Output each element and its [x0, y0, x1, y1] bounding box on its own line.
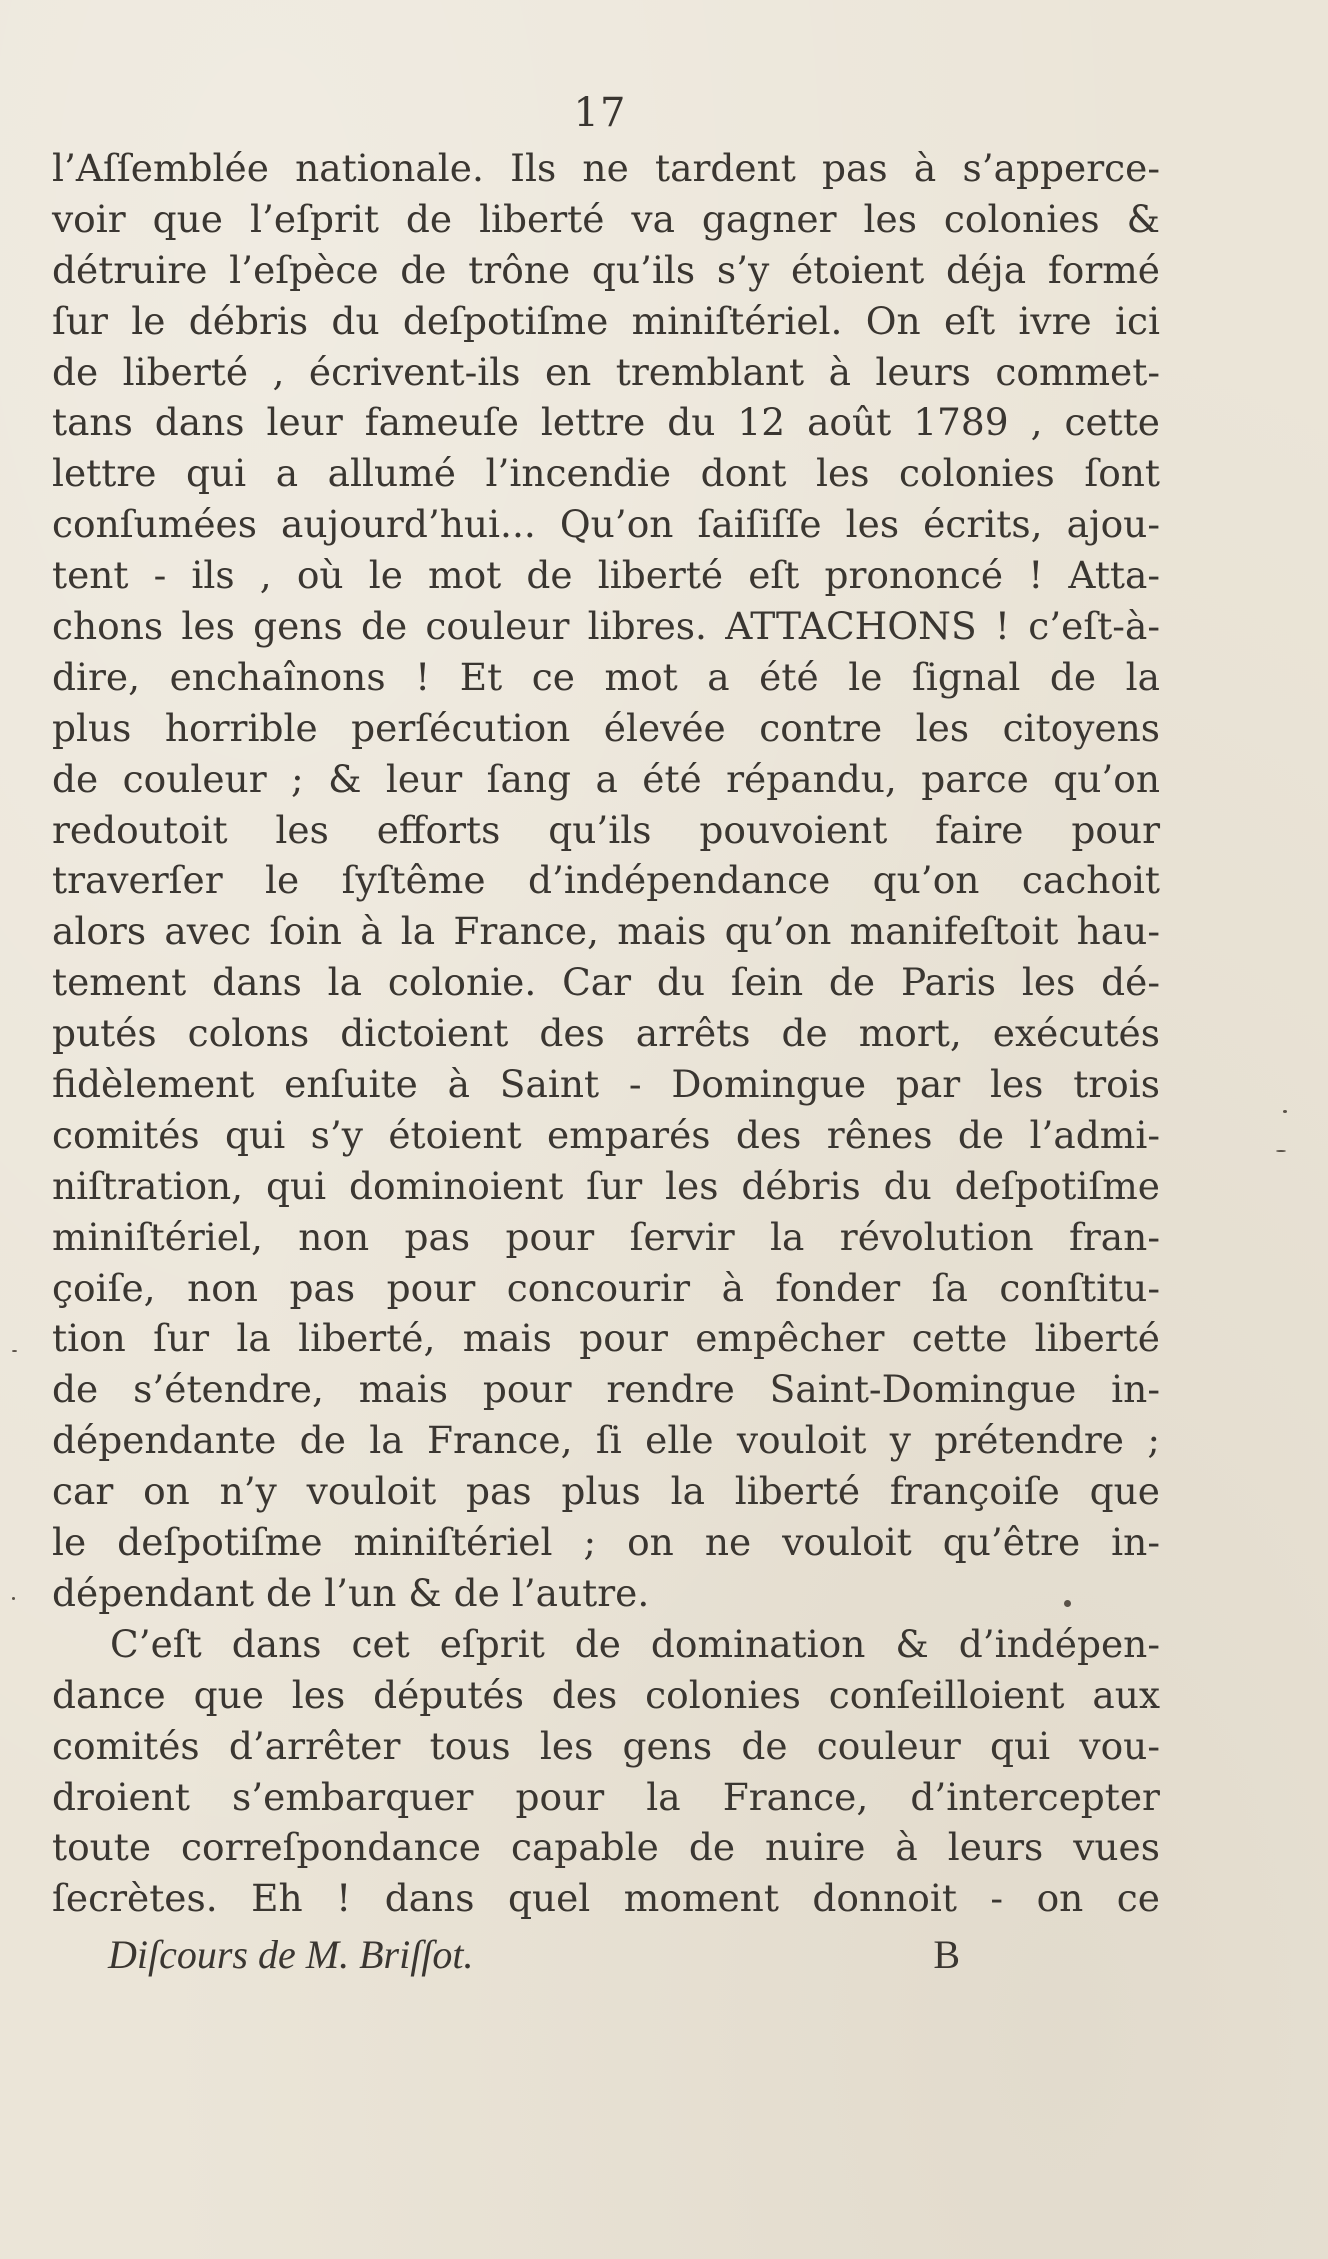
text-line: dépendante de la France, ſi elle vouloit y prétendre ;: [52, 1418, 1160, 1463]
text-line: droient s’embarquer pour la France, d’intercepter: [52, 1774, 1160, 1819]
text-line: plus horrible perſécution élevée contre les citoyens: [52, 705, 1160, 750]
ink-speck: [1283, 1110, 1287, 1113]
text-line: dance que les députés des colonies conſeilloient aux: [52, 1672, 1160, 1717]
text-line: l’Aſſemblée nationale. Ils ne tardent pas à s’apperce-: [52, 146, 1160, 190]
text-line: tement dans la colonie. Car du ſein de Paris les dé-: [52, 960, 1160, 1005]
ink-speck: [1276, 1150, 1286, 1152]
text-line: car on n’y vouloit pas plus la liberté françoiſe que: [52, 1469, 1160, 1514]
text-line: alors avec ſoin à la France, mais qu’on manifeſtoit hau-: [52, 909, 1160, 954]
text-line: de couleur ; & leur ſang a été répandu, parce qu’on: [52, 756, 1160, 801]
text-line: C’eſt dans cet eſprit de domination & d’indépen-: [110, 1621, 1160, 1666]
body-text: [52, 143, 1160, 1924]
signature-mark: B: [933, 1932, 960, 1977]
text-line: toute correſpondance capable de nuire à leurs vues: [52, 1825, 1160, 1870]
text-line: comités d’arrêter tous les gens de couleur qui vou-: [52, 1723, 1160, 1768]
text-line: traverſer le ſyſtême d’indépendance qu’on cachoit: [52, 858, 1160, 903]
ink-speck: [12, 1350, 17, 1352]
text-line: de liberté , écrivent-ils en tremblant à leurs commet-: [52, 349, 1160, 394]
text-line: tion ſur la liberté, mais pour empêcher cette liberté: [52, 1316, 1160, 1361]
running-footer-title: Diſcours de M. Briſſot.: [108, 1932, 474, 1977]
text-line: tans dans leur fameuſe lettre du 12 août 1789 , cette: [52, 400, 1160, 445]
text-line: comités qui s’y étoient emparés des rênes de l’admi-: [52, 1112, 1160, 1157]
text-line: détruire l’eſpèce de trône qu’ils s’y étoient déja formé: [52, 247, 1160, 292]
text-line: ſur le débris du deſpotiſme miniſtériel. On eſt ivre ici: [52, 298, 1160, 343]
text-line: redoutoit les efforts qu’ils pouvoient faire pour: [52, 807, 1160, 852]
text-line: dépendant de l’un & de l’autre.: [52, 1570, 650, 1615]
text-line: miniſtériel, non pas pour ſervir la révolution fran-: [52, 1214, 1160, 1259]
page-number: 17: [573, 90, 627, 136]
text-line: de s’étendre, mais pour rendre Saint-Domingue in-: [52, 1367, 1160, 1412]
text-line: tent - ils , où le mot de liberté eſt prononcé ! Atta-: [52, 553, 1160, 598]
ink-speck: [12, 1597, 15, 1600]
text-line: voir que l’eſprit de liberté va gagner les colonies &: [52, 196, 1160, 241]
text-line: çoiſe, non pas pour concourir à fonder ſa conſtitu-: [52, 1265, 1160, 1310]
page-footer: [108, 1930, 960, 1980]
ink-speck: [1064, 1600, 1071, 1607]
text-line: dire, enchaînons ! Et ce mot a été le ſignal de la: [52, 654, 1160, 699]
text-line: le deſpotiſme miniſtériel ; on ne vouloit qu’être in-: [52, 1520, 1160, 1565]
text-line: fidèlement enſuite à Saint - Domingue par les trois: [52, 1062, 1160, 1107]
text-line: putés colons dictoient des arrêts de mort, exécutés: [52, 1011, 1160, 1056]
text-line: niſtration, qui dominoient ſur les débris du deſpotiſme: [52, 1163, 1160, 1208]
text-line: chons les gens de couleur libres. ATTACHONS ! c’eſt-à-: [52, 604, 1160, 649]
text-line: ſecrètes. Eh ! dans quel moment donnoit - on ce: [52, 1876, 1160, 1921]
text-line: conſumées aujourd’hui... Qu’on ſaiſiſſe les écrits, ajou-: [52, 502, 1160, 547]
text-line: lettre qui a allumé l’incendie dont les colonies ſont: [52, 451, 1160, 496]
